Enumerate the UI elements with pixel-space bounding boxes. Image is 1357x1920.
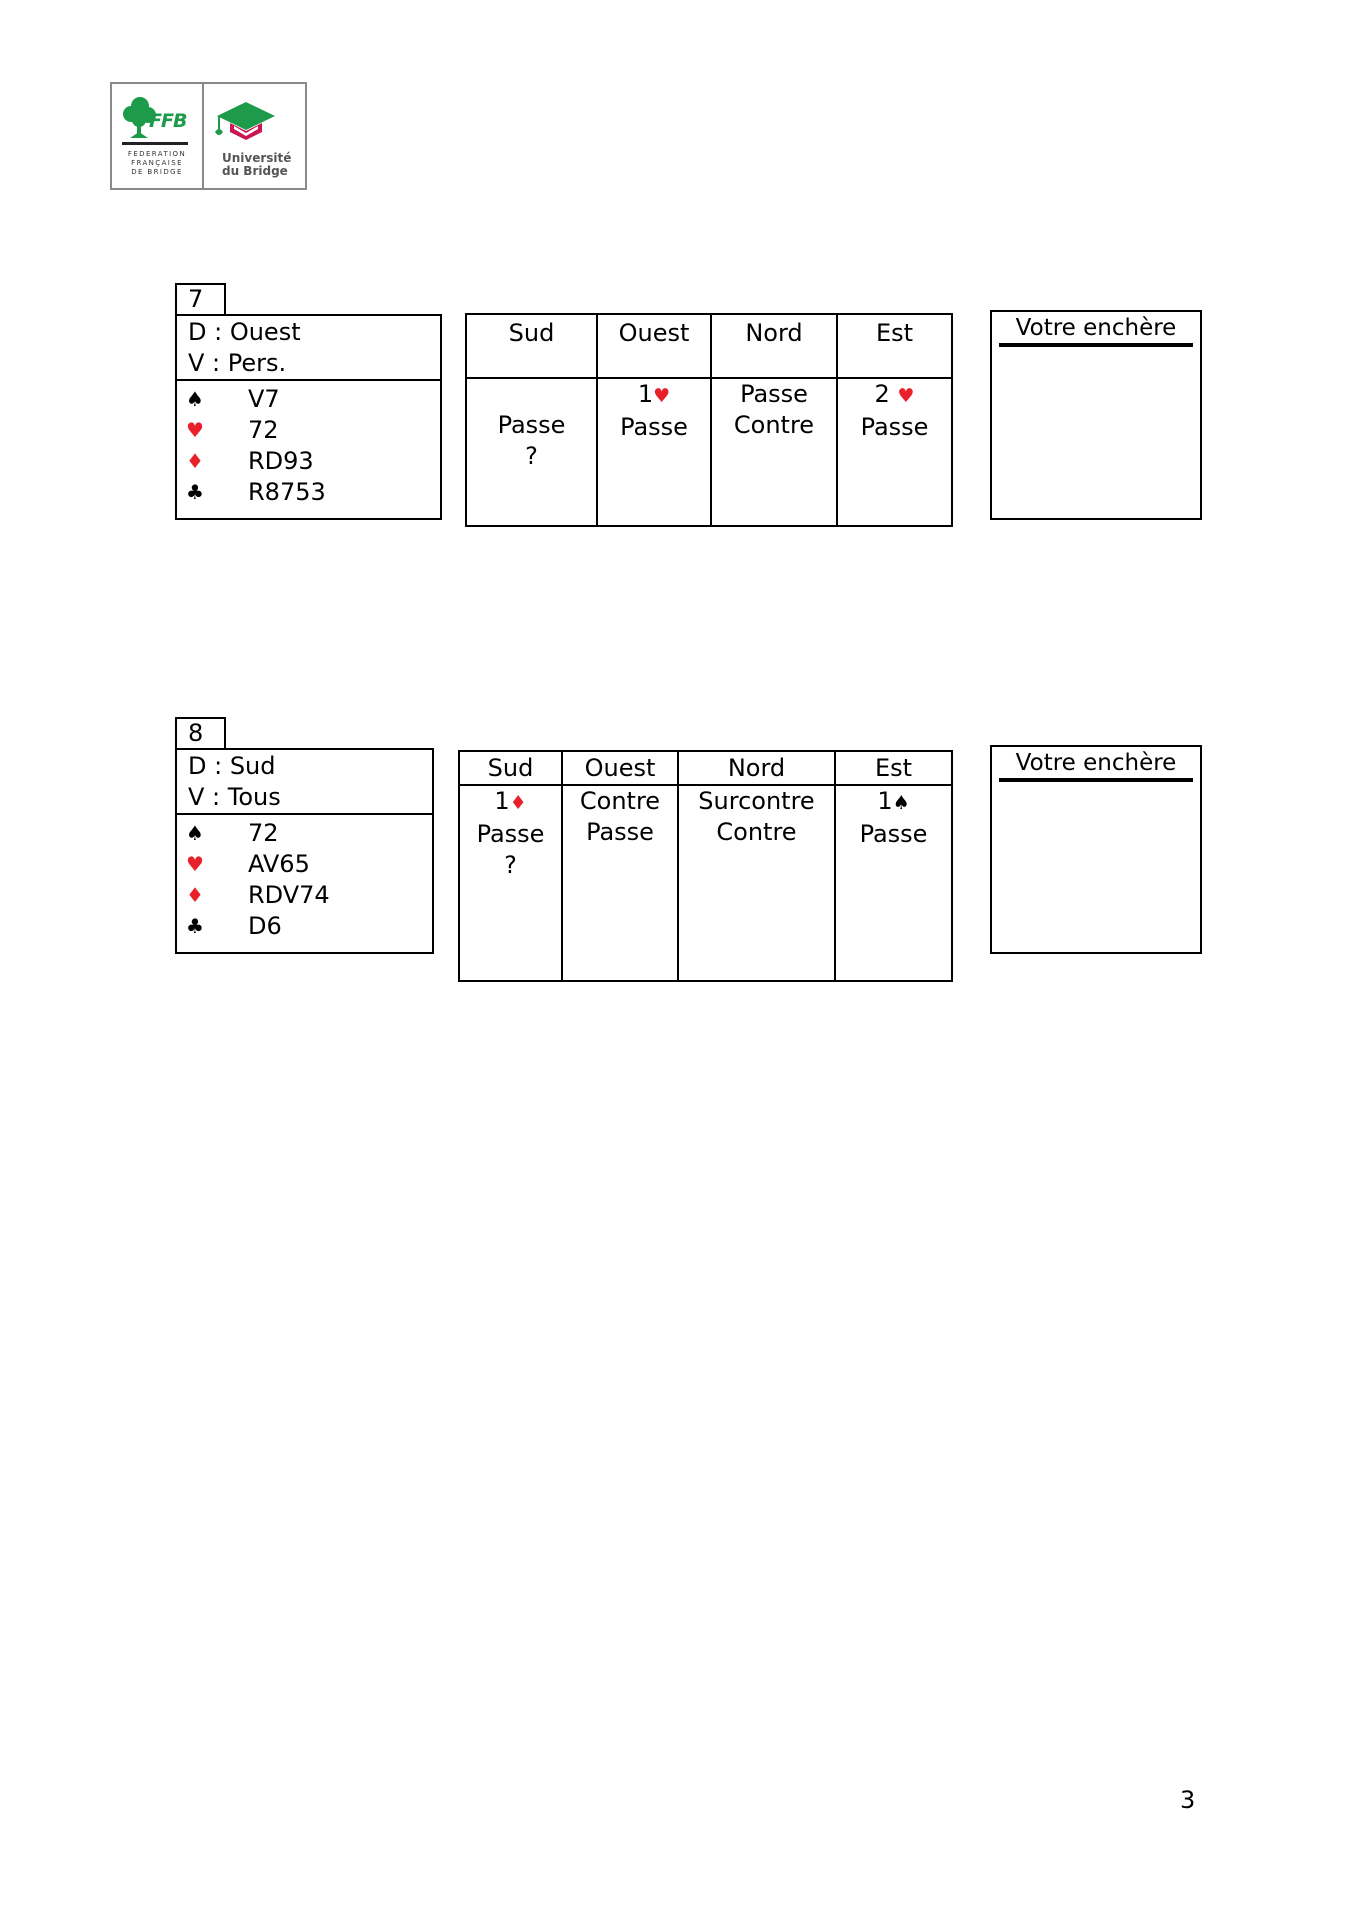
university-name: Université du Bridge: [222, 151, 292, 178]
header-nord: Nord: [711, 314, 837, 378]
dealer: D : Sud: [188, 752, 276, 780]
board-number: 7: [175, 283, 226, 316]
bid-column-sud: [466, 378, 597, 526]
bid-column-ouest: [562, 785, 678, 981]
answer-box[interactable]: [990, 310, 1202, 520]
bid-column-nord: [678, 785, 835, 981]
vulnerability: V : Tous: [188, 783, 281, 811]
ffb-logo-text: FFB: [149, 110, 187, 132]
university-logo: [204, 84, 305, 188]
suit-cards: RDV74: [248, 881, 330, 909]
header-ouest: Ouest: [597, 314, 711, 378]
ffb-subtitle: FEDERATION FRANÇAISE DE BRIDGE: [127, 150, 187, 176]
answer-box[interactable]: [990, 745, 1202, 954]
bid: 2 ♥: [874, 380, 915, 408]
header-est: Est: [837, 314, 952, 378]
logo-divider: [122, 142, 188, 145]
bid: ?: [504, 851, 517, 879]
bid: Passe: [740, 380, 808, 408]
page-number: 3: [1180, 1786, 1196, 1814]
suit-row: [186, 849, 432, 880]
vulnerability: V : Pers.: [188, 349, 287, 377]
bid-column-ouest: [597, 378, 711, 526]
answer-underline: [999, 343, 1193, 347]
bid: Contre: [733, 411, 815, 439]
ffb-university-logo: [110, 82, 307, 190]
heart-icon: ♥: [186, 852, 204, 876]
suit-row: [186, 477, 440, 508]
diamond-icon: ♦: [509, 792, 527, 814]
bid: 1♥: [637, 380, 671, 408]
answer-underline: [999, 778, 1193, 782]
suit-cards: V7: [248, 385, 280, 413]
suit-cards: D6: [248, 912, 282, 940]
bid: Passe: [497, 411, 566, 439]
bid-column-est: [835, 785, 952, 981]
suit-cards: R8753: [248, 478, 326, 506]
spade-icon: ♠: [186, 821, 204, 845]
header-sud: Sud: [459, 751, 562, 785]
suit-row: [186, 880, 432, 911]
bid: 1♦: [494, 787, 527, 815]
hand-box: [175, 748, 434, 954]
ffb-logo: [112, 84, 204, 188]
suit-cards: 72: [248, 819, 279, 847]
hand-box: [175, 314, 442, 520]
bid: ?: [525, 442, 538, 470]
bid-column-nord: [711, 378, 837, 526]
bid: Contre: [579, 787, 661, 815]
heart-icon: ♥: [653, 385, 671, 407]
suit-row: [186, 384, 440, 415]
deal-info: [177, 316, 440, 381]
suit-cards: 72: [248, 416, 279, 444]
graduation-cap-icon: [212, 96, 278, 148]
bid: Passe: [620, 413, 688, 441]
bid: Surcontre: [698, 787, 815, 815]
suit-cards: RD93: [248, 447, 314, 475]
suit-row: [186, 415, 440, 446]
header-ouest: Ouest: [562, 751, 678, 785]
deal-info: [177, 750, 432, 815]
suit-row: [186, 818, 432, 849]
heart-icon: ♥: [897, 385, 915, 407]
header-sud: Sud: [466, 314, 597, 378]
bidding-table: [458, 750, 953, 982]
bid: Passe: [476, 820, 545, 848]
suit-row: [186, 911, 432, 942]
heart-icon: ♥: [186, 418, 204, 442]
header-est: Est: [835, 751, 952, 785]
suit-cards: AV65: [248, 850, 310, 878]
bidding-table: [465, 313, 953, 527]
diamond-icon: ♦: [186, 449, 204, 473]
bid: Passe: [860, 413, 929, 441]
bid: Passe: [586, 818, 654, 846]
answer-label: Votre enchère: [1015, 315, 1177, 341]
header-nord: Nord: [678, 751, 835, 785]
answer-label: Votre enchère: [1015, 750, 1177, 776]
spade-icon: ♠: [892, 792, 910, 814]
bid-column-sud: [459, 785, 562, 981]
club-icon: ♣: [186, 914, 204, 938]
board-number: 8: [175, 717, 226, 750]
dealer: D : Ouest: [188, 318, 301, 346]
club-icon: ♣: [186, 480, 204, 504]
spade-icon: ♠: [186, 387, 204, 411]
bid: Passe: [859, 820, 928, 848]
suit-row: [186, 446, 440, 477]
bid: 1♠: [877, 787, 910, 815]
bid: Contre: [716, 818, 797, 846]
diamond-icon: ♦: [186, 883, 204, 907]
bid-column-est: [837, 378, 952, 526]
